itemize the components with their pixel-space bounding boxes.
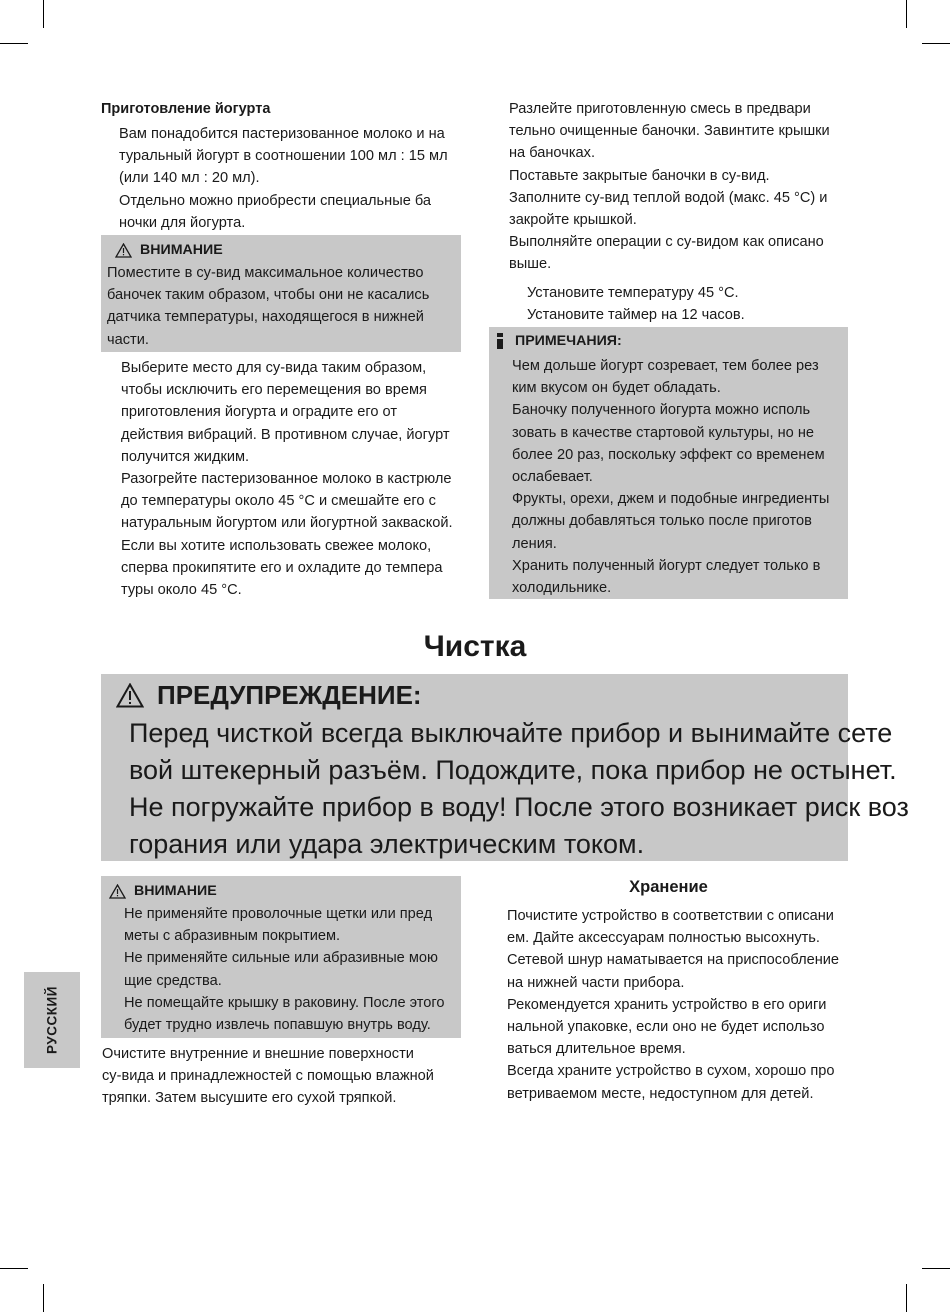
yogurt-intro [119,123,448,234]
text-line: вой штекерный разъём. Подождите, пока прибор не остынет. [129,755,897,785]
crop-mark [922,1268,950,1269]
crop-mark [43,0,44,28]
text-line: на баночках. [509,145,596,162]
text-line: Выберите место для су-вида таким образом, [121,360,427,376]
text-line: Фрукты, орехи, джем и подобные ингредиенты [512,491,830,508]
crop-mark [0,43,28,44]
notes-title [495,333,622,349]
text-line: датчика температуры, находящегося в нижней [107,309,424,326]
text-line: получится жидким. [121,448,250,465]
text-line: Отдельно можно приобрести специальные ба [119,192,432,209]
warning-box [101,674,909,861]
warning-text [129,715,909,863]
language-side-tab [24,972,80,1068]
text-line: Чем дольше йогурт созревает, тем более рез [512,358,819,374]
text-line: более 20 раз, поскольку эффект со временем [512,446,825,463]
text-line: ваться длительное время. [507,1041,686,1058]
text-line: ночки для йогурта. [119,214,246,231]
cleaning-caution-box [101,876,461,1038]
language-label: РУССКИЙ [44,986,60,1054]
text-line: нальной упаковке, если оно не будет использо [507,1019,825,1036]
text-line: Не помещайте крышку в раковину. После этого [124,994,445,1011]
warning-title [116,680,422,711]
text-line: Сетевой шнур наматывается на приспособление [507,952,840,969]
text-line: туры около 45 °С. [121,582,242,599]
crop-mark [43,1284,44,1312]
text-line: закройте крышкой. [509,212,637,229]
caution-title-text: ВНИМАНИЕ [140,242,223,258]
text-line: меты с абразивным покрытием. [124,928,341,945]
text-line: тряпки. Затем высушите его сухой тряпкой. [102,1090,397,1107]
yogurt-steps-right [509,98,830,276]
warning-triangle-icon [116,683,144,708]
text-line: Выполняйте операции с су-видом как описано [509,234,824,251]
text-line: ем. Дайте аксессуарам полностью высохнуть. [507,930,820,947]
crop-mark [906,1284,907,1312]
notes-title-text: ПРИМЕЧАНИЯ: [515,333,622,349]
text-line: су-вида и принадлежностей с помощью влажной [102,1068,434,1085]
text-line: тельно очищенные баночки. Завинтите крышки [509,123,830,140]
cleaning-body [102,1043,434,1110]
text-line: будет трудно извлечь попавшую внутрь воду. [124,1017,431,1034]
caution-title [115,242,223,258]
text-line: части. [107,331,149,348]
text-line: Баночку полученного йогурта можно исполь [512,402,811,419]
crop-mark [906,0,907,28]
text-line: Почистите устройство в соответствии с описани [507,908,834,924]
text-line: на нижней части прибора. [507,974,685,991]
text-line: ким вкусом он будет обладать. [512,380,721,397]
text-line: Разогрейте пастеризованное молоко в кастрюле [121,471,452,488]
text-line: выше. [509,256,552,273]
text-line: Поместите в су-вид максимальное количество [107,265,424,281]
caution-title [109,883,217,899]
text-line: Не погружайте прибор в воду! После этого возникает риск воз [129,792,909,822]
warning-title-text: ПРЕДУПРЕЖДЕНИЕ: [157,680,422,710]
storage-title: Хранение [629,878,708,896]
text-line: щие средства. [124,972,222,989]
warning-triangle-icon [115,243,132,258]
text-line: Вам понадобится пастеризованное молоко и на [119,126,445,142]
text-line: ления. [512,535,557,552]
text-line: горания или удара электрическим током. [129,829,645,859]
text-line: Рекомендуется хранить устройство в его ориги [507,996,827,1013]
text-line: до температуры около 45 °С и смешайте его с [121,493,436,510]
text-line: чтобы исключить его перемещения во время [121,382,427,399]
text-line: сперва прокипятите его и охладите до темпера [121,559,443,576]
notes-box [489,327,848,599]
text-line: холодильнике. [512,580,612,597]
caution-text [107,262,429,351]
crop-mark [0,1268,28,1269]
text-line: ослабевает. [512,469,593,486]
text-line: Установите таймер на 12 часов. [527,307,745,324]
storage-text [507,905,839,1105]
info-icon [495,333,505,349]
yogurt-steps-left [121,357,453,601]
caution-box [101,235,461,352]
text-line: зовать в качестве стартовой культуры, но не [512,424,815,441]
text-line: Заполните су-вид теплой водой (макс. 45 °С) и [509,189,828,206]
text-line: Разлейте приготовленную смесь в предвари [509,101,811,117]
cleaning-title: Чистка [423,630,527,663]
text-line: туральный йогурт в соотношении 100 мл : 15 мл [119,148,448,165]
text-line: Всегда храните устройство в сухом, хорошо про [507,1063,835,1080]
caution-title-text: ВНИМАНИЕ [134,883,217,899]
text-line: Очистите внутренние и внешние поверхности [102,1046,414,1062]
text-line: действия вибраций. В противном случае, йогурт [121,426,450,443]
text-line: Установите температуру 45 °С. [527,285,739,301]
text-line: Не применяйте сильные или абразивные мою [124,950,438,967]
text-line: Если вы хотите использовать свежее молоко, [121,537,432,554]
yogurt-heading: Приготовление йогурта [101,101,271,117]
yogurt-settings [527,282,745,326]
text-line: должны добавляться только после приготов [512,513,812,530]
text-line: Не применяйте проволочные щетки или пред [124,906,433,922]
text-line: Перед чисткой всегда выключайте прибор и вынимайте сете [129,718,893,748]
text-line: ветриваемом месте, недоступном для детей. [507,1085,814,1102]
text-line: Поставьте закрытые баночки в су-вид. [509,167,770,184]
text-line: натуральным йогуртом или йогуртной закваской. [121,515,453,532]
crop-mark [922,43,950,44]
warning-triangle-icon [109,884,126,899]
text-line: Хранить полученный йогурт следует только в [512,557,821,574]
caution-text [124,903,445,1036]
text-line: (или 140 мл : 20 мл). [119,170,260,187]
text-line: приготовления йогурта и оградите его от [121,404,398,421]
text-line: баночек таким образом, чтобы они не касались [107,287,430,304]
notes-text [512,355,829,599]
